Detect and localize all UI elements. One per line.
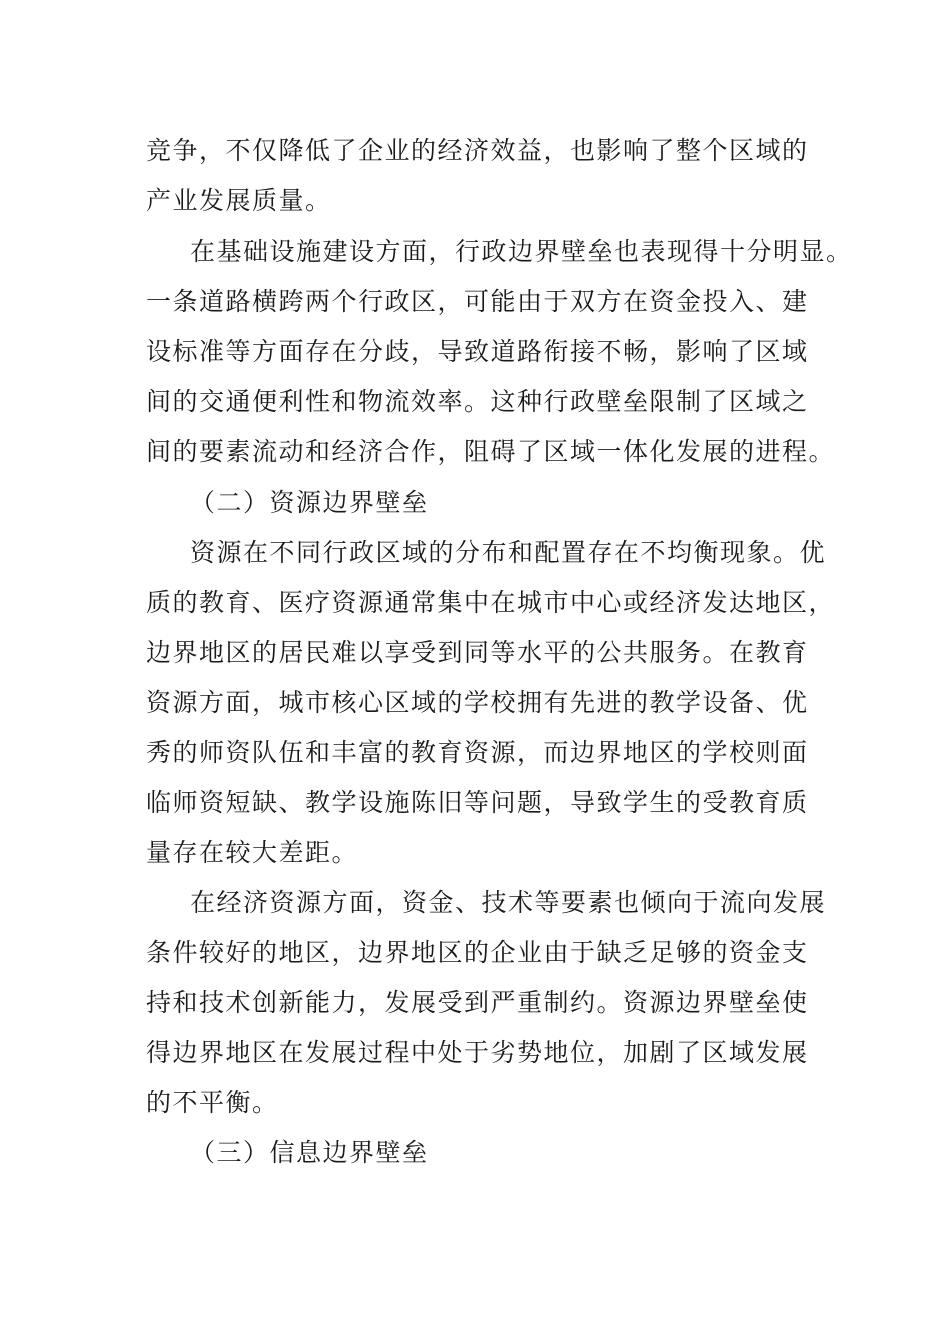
text-line: 间的要素流动和经济合作，阻碍了区域一体化发展的进程。	[146, 437, 836, 466]
text-line: 产业发展质量。	[146, 186, 332, 215]
text-line: 边界地区的居民难以享受到同等水平的公共服务。在教育	[146, 638, 809, 667]
text-line: 资源方面，城市核心区域的学校拥有先进的教学设备、优	[146, 688, 809, 717]
text-line: 持和技术创新能力，发展受到严重制约。资源边界壁垒使	[146, 988, 809, 1017]
text-line: 间的交通便利性和物流效率。这种行政壁垒限制了区域之	[146, 387, 809, 416]
text-line: 质的教育、医疗资源通常集中在城市中心或经济发达地区，	[146, 588, 836, 617]
text-line: 临师资短缺、教学设施陈旧等问题，导致学生的受教育质	[146, 788, 809, 817]
text-line: 设标准等方面存在分歧，导致道路衔接不畅，影响了区域	[146, 337, 809, 366]
text-line: 秀的师资队伍和丰富的教育资源，而边界地区的学校则面	[146, 738, 809, 767]
text-line: 竞争，不仅降低了企业的经济效益，也影响了整个区域的	[146, 136, 809, 165]
paragraph-first-line: 在基础设施建设方面，行政边界壁垒也表现得十分明显。	[190, 237, 853, 266]
section-heading: （三）信息边界壁垒	[190, 1138, 429, 1167]
text-line: 量存在较大差距。	[146, 838, 359, 867]
text-line: 的不平衡。	[146, 1088, 279, 1117]
text-line: 一条道路横跨两个行政区，可能由于双方在资金投入、建	[146, 287, 809, 316]
paragraph-first-line: 资源在不同行政区域的分布和配置存在不均衡现象。优	[190, 538, 827, 567]
text-line: 条件较好的地区，边界地区的企业由于缺乏足够的资金支	[146, 938, 809, 967]
paragraph-first-line: 在经济资源方面，资金、技术等要素也倾向于流向发展	[190, 888, 827, 917]
section-heading: （二）资源边界壁垒	[190, 488, 429, 517]
text-line: 得边界地区在发展过程中处于劣势地位，加剧了区域发展	[146, 1038, 809, 1067]
